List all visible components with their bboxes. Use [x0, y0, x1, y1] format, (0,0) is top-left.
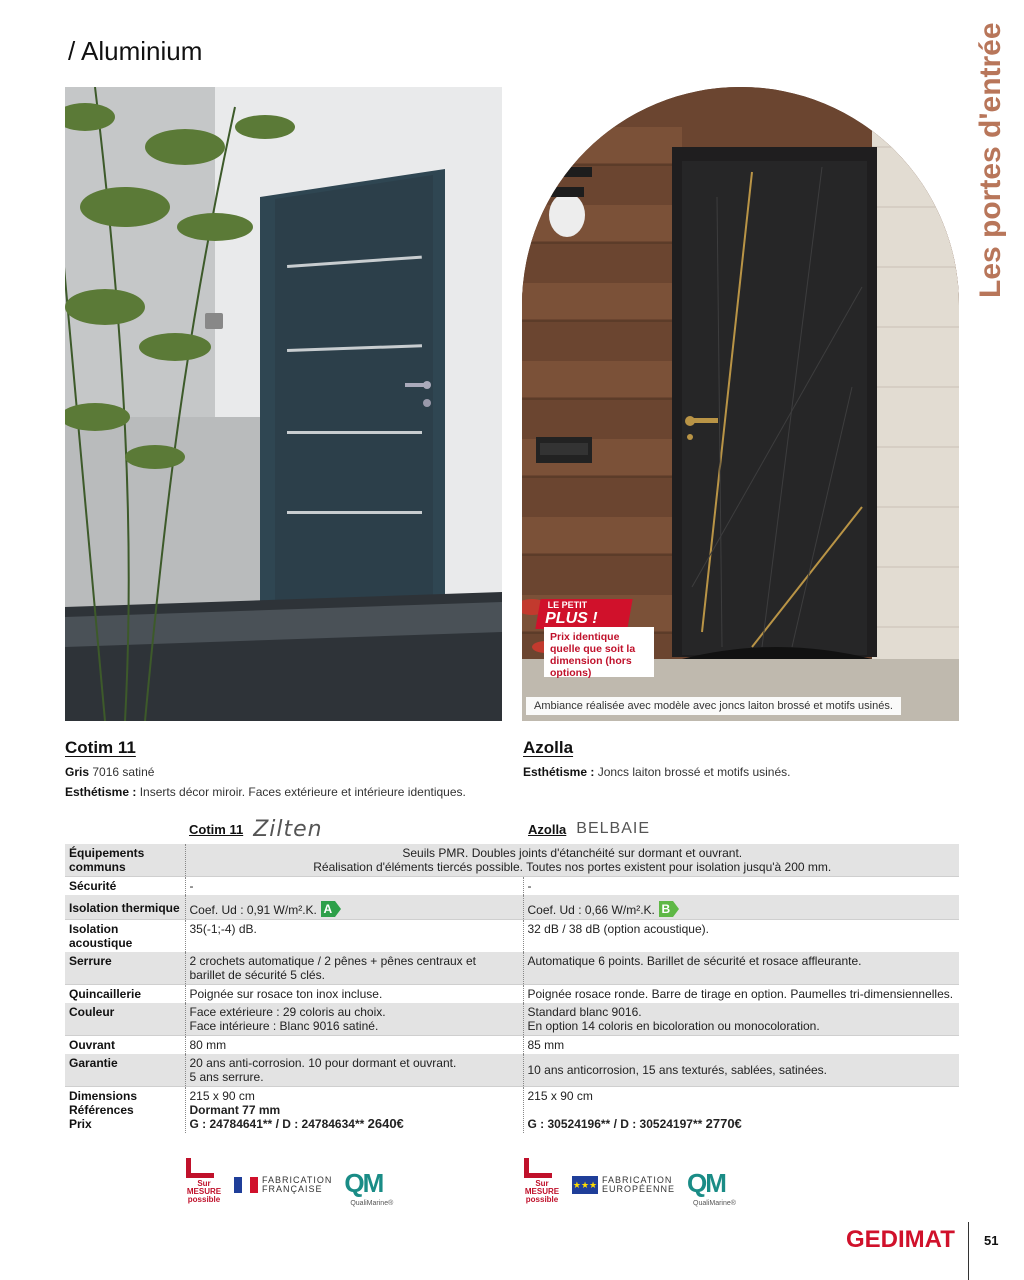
badge-description: Prix identique quelle que soit la dimension (hors options)	[544, 627, 654, 677]
table-row: Isolation acoustique 35(-1;-4) dB. 32 dB / 38 dB (option acoustique).	[65, 920, 959, 953]
price-cotim: 2640€	[367, 1116, 404, 1131]
price-azolla: 2770€	[705, 1116, 742, 1131]
qualimarine-logo: QM QualiMarine®	[344, 1168, 394, 1207]
table-row: Garantie 20 ans anti-corrosion. 10 pour dormant et ouvrant. 5 ans serrure. 10 ans anticorrosion, 15 ans texturés, sablées, satinées.	[65, 1054, 959, 1087]
photo-azolla-door	[522, 87, 959, 721]
fabrication-europeenne-badge: ★★★ FABRICATION EUROPÉENNE	[572, 1175, 676, 1194]
photo-caption: Ambiance réalisée avec modèle avec joncs laiton brossé et motifs usinés.	[526, 697, 901, 715]
table-head-azolla: Azolla BELBAIE	[528, 820, 650, 837]
photo-cotim-door	[65, 87, 502, 721]
table-row: Isolation thermique Coef. Ud : 0,91 W/m².K. A Coef. Ud : 0,66 W/m².K. B	[65, 895, 959, 920]
product-color-cotim: Gris 7016 satiné	[65, 765, 155, 779]
table-row: Ouvrant 80 mm 85 mm	[65, 1036, 959, 1055]
footer-divider	[968, 1222, 969, 1280]
table-row: Quincaillerie Poignée sur rosace ton inox incluse. Poignée rosace ronde. Barre de tirage en option. Paumelles tri-dimensiennelles.	[65, 985, 959, 1004]
energy-class-b-icon: B	[659, 901, 679, 917]
product-esthetic-azolla: Esthétisme : Joncs laiton brossé et motifs usinés.	[523, 765, 791, 779]
table-head-cotim: Cotim 11 Zilten	[189, 816, 323, 842]
product-name-cotim: Cotim 11	[65, 738, 136, 757]
table-row: Dimensions Références Prix 215 x 90 cm Dormant 77 mm G : 24784641** / D : 24784634** 2640€ 215 x 90 cm G : 30524196** / D : 30524197** 2770€	[65, 1087, 959, 1134]
table-row: Sécurité - -	[65, 877, 959, 896]
energy-class-a-icon: A	[321, 901, 341, 917]
table-row: Serrure 2 crochets automatique / 2 pênes + pênes centraux et barillet de sécurité 5 clés. Automatique 6 points. Barillet de sécurité et rosace affleurante.	[65, 952, 959, 985]
product-name-azolla: Azolla	[523, 738, 574, 757]
fabrication-francaise-badge: FABRICATION FRANÇAISE	[234, 1176, 332, 1194]
sur-mesure-icon: Sur MESURE possible	[520, 1158, 560, 1214]
le-petit-plus-badge: LE PETIT PLUS !	[535, 599, 632, 629]
zilten-logo: Zilten	[253, 816, 323, 842]
gedimat-logo: GEDIMAT	[846, 1226, 955, 1253]
page-title: / Aluminium	[68, 36, 203, 66]
spec-table	[65, 844, 959, 1133]
table-row: Équipements communs Seuils PMR. Doubles joints d'étanchéité sur dormant et ouvrant. Réalisation d'éléments tiercés possible. Toutes nos portes existent pour isolation jusqu'à 200 mm.	[65, 844, 959, 877]
sur-mesure-icon: Sur MESURE possible	[182, 1158, 222, 1214]
eu-flag-icon: ★★★	[572, 1176, 598, 1194]
french-flag-icon	[234, 1177, 258, 1193]
page-number: 51	[984, 1233, 999, 1248]
product-esthetic-cotim: Esthétisme : Inserts décor miroir. Faces extérieure et intérieure identiques.	[65, 785, 466, 799]
belbaie-logo: BELBAIE	[576, 820, 650, 837]
qualimarine-logo: QM QualiMarine®	[687, 1168, 736, 1207]
table-row: Couleur Face extérieure : 29 coloris au choix. Face intérieure : Blanc 9016 satiné. Standard blanc 9016. En option 14 coloris en bicoloration ou monocoloration.	[65, 1003, 959, 1036]
section-title-vertical: Les portes d'entrée	[974, 22, 1007, 298]
certification-logos-left	[182, 1158, 424, 1214]
certification-logos-right	[520, 1158, 767, 1214]
